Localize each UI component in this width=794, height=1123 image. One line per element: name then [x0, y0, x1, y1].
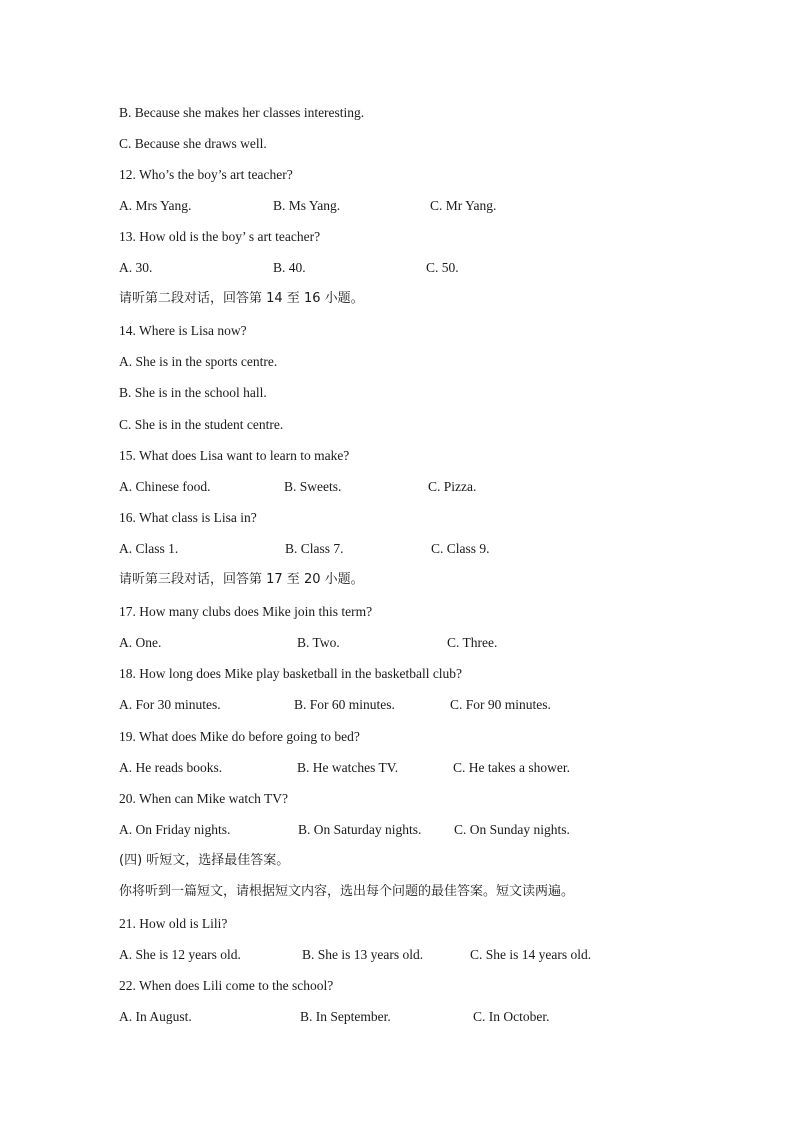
q19-question: 19. What does Mike do before going to bed? — [119, 729, 360, 744]
q19-option-c: C. He takes a shower. — [453, 760, 570, 775]
q22-option-a: A. In August. — [119, 1009, 192, 1024]
q21-option-b: B. She is 13 years old. — [302, 947, 424, 962]
q14-option-c: C. She is in the student centre. — [119, 417, 284, 432]
q21-option-a: A. She is 12 years old. — [119, 947, 241, 962]
q14-option-a: A. She is in the sports centre. — [119, 354, 278, 369]
q14-question: 14. Where is Lisa now? — [119, 323, 247, 338]
q18-question: 18. How long does Mike play basketball in the basketball club? — [119, 666, 463, 681]
q21-option-c: C. She is 14 years old. — [470, 947, 592, 962]
q17-option-a: A. One. — [119, 635, 162, 650]
q12-question: 12. Who’s the boy’s art teacher? — [119, 167, 293, 182]
q18-option-b: B. For 60 minutes. — [294, 697, 395, 712]
q21-question: 21. How old is Lili? — [119, 916, 228, 931]
q16-question: 16. What class is Lisa in? — [119, 510, 257, 525]
q20-question: 20. When can Mike watch TV? — [119, 791, 288, 806]
q18-option-a: A. For 30 minutes. — [119, 697, 221, 712]
q11-option-b: B. Because she makes her classes interesting. — [119, 105, 365, 120]
q22-option-b: B. In September. — [300, 1009, 391, 1024]
q20-option-b: B. On Saturday nights. — [298, 822, 422, 837]
q16-option-b: B. Class 7. — [285, 541, 344, 556]
q19-option-a: A. He reads books. — [119, 760, 223, 775]
q17-option-c: C. Three. — [447, 635, 498, 650]
q13-option-a: A. 30. — [119, 260, 153, 275]
q13-question: 13. How old is the boy’ s art teacher? — [119, 229, 321, 244]
q11-option-c: C. Because she draws well. — [119, 136, 267, 151]
q17-question: 17. How many clubs does Mike join this term? — [119, 604, 373, 619]
q16-option-c: C. Class 9. — [431, 541, 490, 556]
q13-option-c: C. 50. — [426, 260, 459, 275]
q22-option-c: C. In October. — [473, 1009, 550, 1024]
part4-instruction: 你将听到一篇短文，请根据短文内容，选出每个问题的最佳答案。短文读两遍。 — [119, 884, 575, 899]
section3-instruction: 请听第三段对话，回答第 17 至 20 小题。 — [119, 572, 364, 587]
q15-option-a: A. Chinese food. — [119, 479, 211, 494]
q13-option-b: B. 40. — [273, 260, 306, 275]
q12-option-b: B. Ms Yang. — [273, 198, 341, 213]
q15-option-c: C. Pizza. — [428, 479, 477, 494]
q12-option-a: A. Mrs Yang. — [119, 198, 192, 213]
q20-option-a: A. On Friday nights. — [119, 822, 231, 837]
q16-option-a: A. Class 1. — [119, 541, 179, 556]
q19-option-b: B. He watches TV. — [297, 760, 399, 775]
q15-question: 15. What does Lisa want to learn to make? — [119, 448, 350, 463]
q20-option-c: C. On Sunday nights. — [454, 822, 570, 837]
q12-option-c: C. Mr Yang. — [430, 198, 497, 213]
q17-option-b: B. Two. — [297, 635, 340, 650]
section2-instruction: 请听第二段对话，回答第 14 至 16 小题。 — [119, 291, 364, 306]
q14-option-b: B. She is in the school hall. — [119, 385, 267, 400]
q18-option-c: C. For 90 minutes. — [450, 697, 551, 712]
q15-option-b: B. Sweets. — [284, 479, 342, 494]
q22-question: 22. When does Lili come to the school? — [119, 978, 334, 993]
part4-heading: (四) 听短文，选择最佳答案。 — [119, 853, 290, 868]
